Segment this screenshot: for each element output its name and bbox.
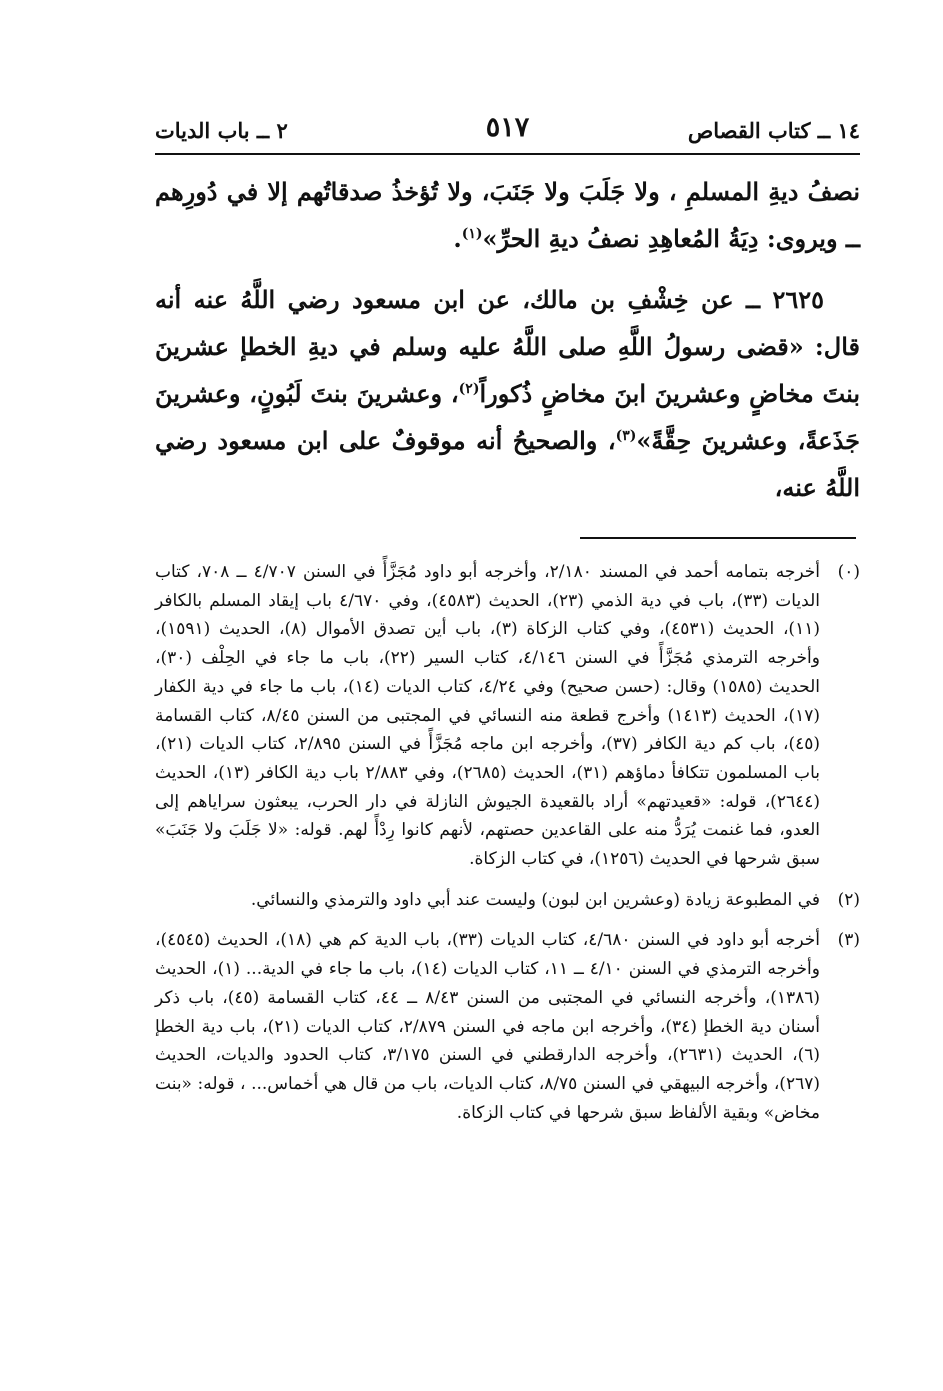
footnote-divider [580,537,856,539]
footnote-mark: (٢) [837,889,860,910]
footnote-ref-1: (١) [461,226,483,242]
footnote-ref-3: (٣) [615,428,637,444]
footnotes [155,558,860,1139]
book-title: ١٤ ــ كتاب القصاص [687,118,860,143]
footnote-text: أخرجه أبو داود في السنن ٤/٦٨٠، كتاب الديات (٣٣)، باب الدية كم هي (١٨)، الحديث (٤٥٤٥)، وأخرجه الترمذي في السنن ٤/١٠ ــ ١١، كتاب الديات (١٤)، باب ما جاء في الدية... (١)، الحديث (١٣٨٦)، وأخرجه النسائي في المجتبى من السنن ٨/٤٣ ــ ٤٤، كتاب القسامة (٤٥)، باب ذكر أسنان دية الخطإ (٣٤)، وأخرجه ابن ماجه في السنن ٢/٨٧٩، كتاب الديات (٢١)، باب دية الخطإ (٦)، الحديث (٢٦٣١)، وأخرجه الدارقطني في السنن ٣/١٧٥، كتاب الحدود والديات، الحديث (٢٦٧)، وأخرجه البيهقي في السنن ٨/٧٥، كتاب الديات، باب من قال هي أخماس... ، قوله: «بنت مخاض» وبقية الألفاظ سبق شرحها في كتاب الزكاة. [155,930,821,1123]
footnote-mark: (٣) [837,930,860,951]
footnote-mark: (٠) [837,562,860,582]
hadith-number: ٢٦٢٥ ــ [745,285,825,314]
continuation-end: . [453,224,462,253]
footnote [155,558,860,874]
hadith-text-2: ، وعشرينَ بنتَ لَبُونٍ، وعشرينَ جَذَعةً، وعشرينَ حِقَّةً» [155,379,860,455]
header-divider [155,153,860,155]
page-number: ٥١٧ [485,112,530,143]
hadith-paragraph [155,276,860,511]
footnote [155,926,860,1127]
continuation-text: نصفُ ديةِ المسلمِ ، ولا جَلَبَ ولا جَنَبَ، ولا تُؤخذُ صدقاتُهم إلا في دُورِهم ــ ويروى: دِيَةُ المُعاهِدِ نصفُ ديةِ الحرِّ» [155,177,860,253]
main-text [155,168,860,511]
chapter-title: ٢ ــ باب الديات [155,118,288,143]
continuation-paragraph [155,168,860,262]
running-header [155,112,860,152]
hadith-text-1: عن خِشْفِ بن مالك، عن ابن مسعود رضي اللَّهُ عنه أنه قال: «قضى رسولُ اللَّهِ صلى اللَّهُ عليه وسلم في ديةِ الخطإ عشرينَ بنتَ مخاضٍ وعشرينَ ابنَ مخاضٍ ذُكوراً [155,285,861,408]
footnote-text: في المطبوعة زيادة (وعشرين ابن لبون) وليست عند أبي داود والترمذي والنسائي. [250,889,820,910]
hadith-text-3: ، والصحيحُ أنه موقوفٌ على ابن مسعود رضي اللَّهُ عنه، [155,426,860,502]
footnote-text: أخرجه بتمامه أحمد في المسند ٢/١٨٠، وأخرجه أبو داود مُجَزَّأً في السنن ٤/٧٠٧ ــ ٧٠٨، كتاب الديات (٣٣)، باب في دية الذمي (٢٣)، الحديث (٤٥٨٣)، وفي ٤/٦٧٠ باب إيقاد المسلم بالكافر (١١)، الحديث (٤٥٣١)، وفي كتاب الزكاة (٣)، باب أين تصدق الأموال (٨)، الحديث (١٥٩١)، وأخرجه الترمذي مُجَزَّأً في السنن ٤/١٤٦، كتاب السير (٢٢)، باب ما جاء في الحِلْف (٣٠)، الحديث (١٥٨٥) وقال: (حسن صحيح) وفي ٤/٢٤، كتاب الديات (١٤)، باب ما جاء في دية الكفار (١٧)، الحديث (١٤١٣) وأخرج قطعة منه النسائي في المجتبى من السنن ٨/٤٥، كتاب القسامة (٤٥)، باب كم دية الكافر (٣٧)، وأخرجه ابن ماجه مُجَزَّأً في السنن ٢/٨٩٥، كتاب الديات (٢١)، باب المسلمون تتكافأ دماؤهم (٣١)، الحديث (٢٦٨٥)، وفي ٢/٨٨٣ باب دية الكافر (١٣)، الحديث (٢٦٤٤)، قوله: «قعيدتهم» أراد بالقعيدة الجيوش النازلة في دار الحرب، يبعثون سراياهم إلى العدو، فما غنمت يُرَدُّ منه على القاعدين حصتهم، لأنهم كانوا رِدْأً لهم. قوله: «لا جَلَبَ ولا جَنَبَ» سبق شرحها في الحديث (١٢٥٦)، في كتاب الزكاة. [155,562,821,870]
footnote-ref-2: (٢) [458,381,480,397]
footnote [155,886,860,915]
